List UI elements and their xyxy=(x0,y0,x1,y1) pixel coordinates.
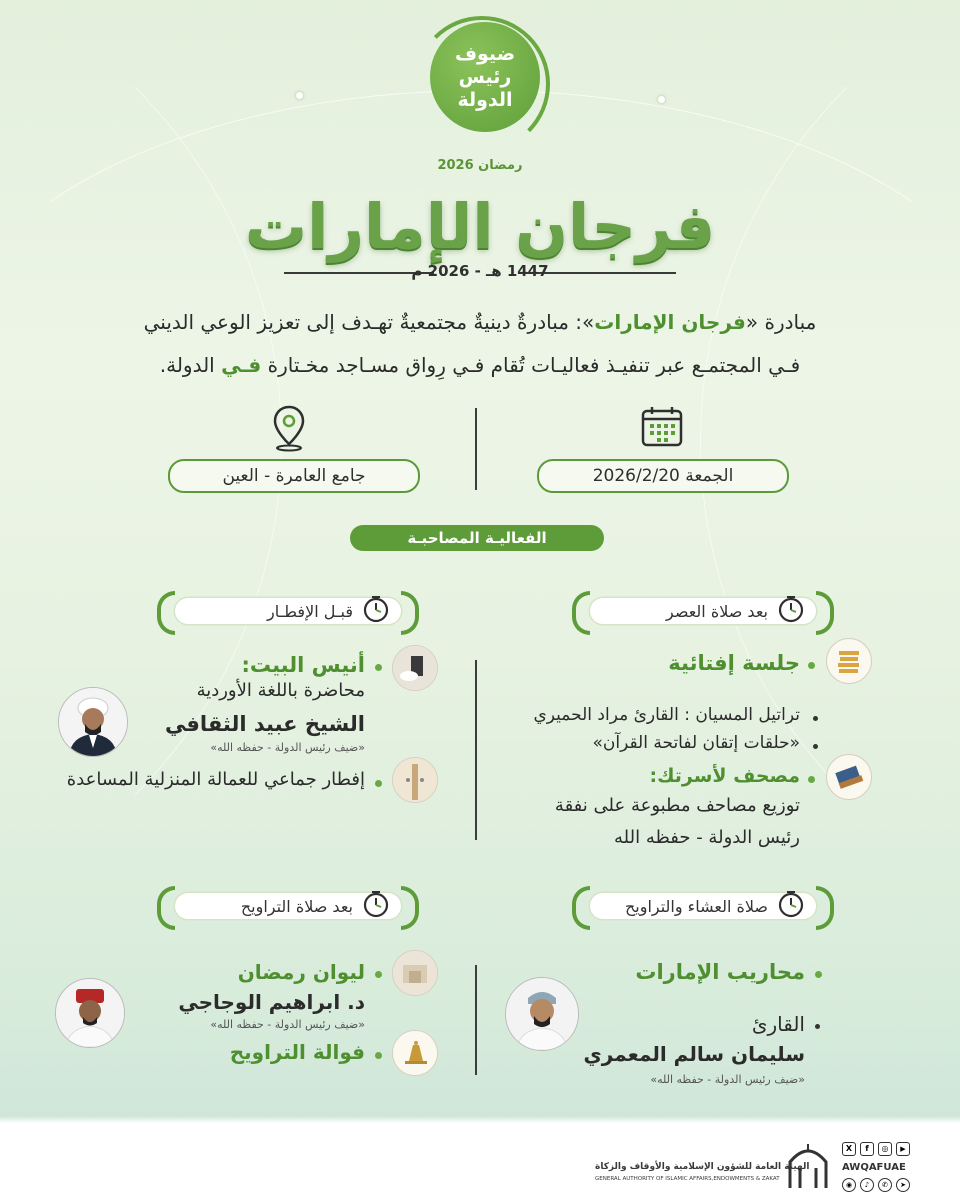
bullet xyxy=(808,662,815,669)
mushaf-line-2: رئيس الدولة - حفظه الله xyxy=(614,827,800,848)
speaker-name: الشيخ عبيد الثقافي xyxy=(164,712,365,736)
liwan-thumbnail xyxy=(392,950,438,996)
coffee-thumbnail xyxy=(392,1030,438,1076)
mushaf-title: مصحف لأسرتك: xyxy=(649,765,800,787)
speaker-portrait xyxy=(58,687,128,757)
bullet xyxy=(808,776,815,783)
date-line: 1447 هـ - 2026 م xyxy=(411,262,549,280)
divider xyxy=(475,965,477,1075)
liwan-speaker: د. ابراهيم الوجاجي xyxy=(178,990,365,1014)
heading-label: صلاة العشاء والتراويح xyxy=(624,896,768,916)
initiative-name: فرجان الإمارات xyxy=(594,310,746,334)
description-line-2 xyxy=(60,353,900,377)
location-pin-icon xyxy=(270,404,308,452)
heading-isha xyxy=(590,893,816,919)
bullet xyxy=(815,1024,820,1029)
instagram-icon[interactable]: ◎ xyxy=(878,1142,892,1156)
bullet xyxy=(375,971,382,978)
reciter-portrait xyxy=(505,977,579,1051)
liwan-title: ليوان رمضان xyxy=(237,960,365,984)
org-name-ar: الهيئة العامة للشؤون الإسلامية والأوقاف والزكاة xyxy=(595,1162,810,1172)
event-location: جامع العامرة - العين xyxy=(168,459,420,493)
facebook-icon[interactable]: f xyxy=(860,1142,874,1156)
books-thumbnail xyxy=(826,638,872,684)
bullet xyxy=(815,971,822,978)
bracket-right xyxy=(401,886,419,930)
badge-line: ضيوف xyxy=(454,42,516,65)
clock-icon xyxy=(776,889,806,919)
asr-item-1: تراتيل المسيان : القارئ مراد الحميري xyxy=(533,705,800,725)
divider xyxy=(475,660,477,840)
bracket-left xyxy=(572,886,590,930)
awqaf-logo-icon xyxy=(780,1140,836,1190)
guests-badge xyxy=(430,22,540,132)
bullet xyxy=(813,744,818,749)
home-thumbnail xyxy=(392,645,438,691)
ramadan-year: رمضان 2026 xyxy=(437,158,523,173)
description-highlight: فـي xyxy=(221,353,262,377)
mushaf-line-1: توزيع مصاحف مطبوعة على نفقة xyxy=(554,795,800,816)
event-date: الجمعة 2026/2/20 xyxy=(537,459,789,493)
x-icon[interactable]: X xyxy=(842,1142,856,1156)
social-handle[interactable]: AWQAFUAE xyxy=(842,1162,906,1173)
snapchat-icon[interactable]: ◉ xyxy=(842,1178,856,1192)
org-name-en: GENERAL AUTHORITY OF ISLAMIC AFFAIRS,ENDOWMENTS & ZAKAT xyxy=(595,1176,780,1182)
bullet xyxy=(375,664,382,671)
clock-icon xyxy=(361,594,391,624)
tiktok-icon[interactable]: ♪ xyxy=(860,1178,874,1192)
badge-line: رئيس xyxy=(458,65,512,88)
fawala-title: فوالة التراويح xyxy=(229,1040,365,1064)
decorative-dot xyxy=(296,92,303,99)
divider xyxy=(475,408,477,490)
liwan-note: «ضيف رئيس الدولة - حفظه الله» xyxy=(210,1018,365,1031)
reciter-name: سليمان سالم المعمري xyxy=(583,1042,805,1066)
heading-label: بعد صلاة العصر xyxy=(666,601,768,621)
bullet xyxy=(375,1052,382,1059)
opening-session-title: جلسة إفتائية xyxy=(668,651,800,675)
asr-item-2: «حلقات إتقان لفاتحة القرآن» xyxy=(592,733,800,753)
heading-after-taraweeh xyxy=(175,893,401,919)
description-line-1 xyxy=(60,310,900,334)
clock-icon xyxy=(361,889,391,919)
footer xyxy=(0,1124,960,1200)
social-icons xyxy=(842,1142,914,1156)
iftar-thumbnail xyxy=(392,757,438,803)
quran-thumbnail xyxy=(826,754,872,800)
badge-line: الدولة xyxy=(457,88,513,111)
heading-after-asr xyxy=(590,598,816,624)
heading-label: قبـل الإفطـار xyxy=(267,601,353,621)
description-prefix: مبادرة « xyxy=(745,310,817,334)
heading-before-iftar xyxy=(175,598,401,624)
description-text: فـي المجتمـع عبر تنفيـذ فعاليـات تُقام فـي رِواق مسـاجد مخـتارة xyxy=(261,353,801,377)
telegram-icon[interactable]: ➤ xyxy=(896,1178,910,1192)
heading-label: بعد صلاة التراويح xyxy=(240,896,353,916)
reciter-note: «ضيف رئيس الدولة - حفظه الله» xyxy=(650,1073,805,1086)
section-heading: الفعاليـة المصاحبـة xyxy=(350,525,604,551)
description-text: »: مبادرةٌ دينيةٌ مجتمعيةٌ تهـدف إلى تعزيز الوعي الديني xyxy=(143,310,595,334)
reciter-label: القارئ xyxy=(751,1012,805,1036)
bullet xyxy=(375,780,382,787)
anis-title: أنيس البيت: xyxy=(241,653,365,677)
social-icons-row-2 xyxy=(842,1178,914,1192)
description-text: الدولة. xyxy=(159,353,222,377)
bracket-left xyxy=(157,886,175,930)
youtube-icon[interactable]: ▶ xyxy=(896,1142,910,1156)
whatsapp-icon[interactable]: ✆ xyxy=(878,1178,892,1192)
iftar-item: إفطار جماعي للعمالة المنزلية المساعدة xyxy=(66,769,365,790)
bracket-right xyxy=(816,886,834,930)
liwan-speaker-portrait xyxy=(55,978,125,1048)
decorative-dot xyxy=(658,96,665,103)
mahareeb-title: محاريب الإمارات xyxy=(635,960,805,984)
clock-icon xyxy=(776,594,806,624)
bullet xyxy=(813,716,818,721)
calendar-icon xyxy=(640,405,684,449)
anis-description: محاضرة باللغة الأوردية xyxy=(196,680,365,701)
page-title: فرجان الإمارات xyxy=(244,190,716,263)
speaker-note: «ضيف رئيس الدولة - حفظه الله» xyxy=(210,741,365,754)
